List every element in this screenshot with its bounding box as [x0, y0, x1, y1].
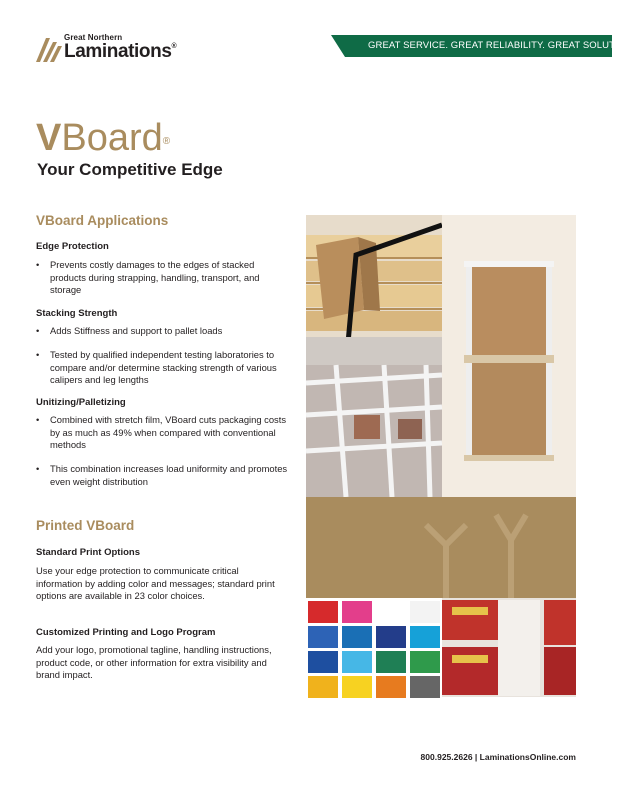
applications-heading: VBoard Applications: [36, 213, 169, 228]
color-swatch: [376, 626, 406, 648]
page-title: [36, 118, 170, 158]
custom-print-text: Add your logo, promotional tagline, handling instructions, product code, or other information for extra visibility and brand impact.: [36, 644, 272, 681]
title-registered: ®: [162, 136, 171, 147]
bullet-dot: •: [36, 463, 40, 474]
bullet-item: • Combined with stretch film, VBoard cuts packaging costs by as much as 49% when compared with conventional methods: [36, 414, 287, 451]
color-swatch: [376, 676, 406, 698]
color-swatch: [410, 651, 440, 673]
gold-panel: [306, 497, 576, 598]
color-swatch: [308, 651, 338, 673]
company-logo: [34, 30, 194, 70]
bullet-dot: •: [36, 349, 40, 360]
stacked-boxes-photo: [442, 215, 576, 497]
title-rest: Board: [61, 117, 163, 159]
bullet-item: • Prevents costly damages to the edges of stacked products during strapping, handling, transport, and storage: [36, 259, 260, 296]
page-subtitle: Your Competitive Edge: [37, 160, 223, 179]
footer-contact: 800.925.2626 | LaminationsOnline.com: [420, 752, 576, 762]
standard-print-heading: Standard Print Options: [36, 547, 140, 558]
color-swatch-photo: [306, 598, 442, 698]
bullet-dot: •: [36, 414, 40, 425]
stacking-strength-heading: Stacking Strength: [36, 308, 118, 319]
color-swatch: [410, 676, 440, 698]
color-swatch: [308, 601, 338, 623]
color-swatch: [376, 601, 406, 623]
unitizing-heading: Unitizing/Palletizing: [36, 397, 126, 408]
bullet-item: • Tested by qualified independent testing laboratories to compare and/or determine stacking strength of various calipers and leg lengths: [36, 349, 277, 386]
bullet-item: • Adds Stiffness and support to pallet loads: [36, 325, 223, 336]
slogan-banner: [331, 35, 641, 57]
laminations-logo-icon: [34, 34, 62, 64]
color-swatch: [308, 626, 338, 648]
color-swatch: [342, 676, 372, 698]
color-swatch: [308, 676, 338, 698]
color-swatch: [410, 626, 440, 648]
color-swatch: [342, 651, 372, 673]
color-swatch: [376, 651, 406, 673]
vboard-grid-photo: [306, 365, 442, 497]
soup-display-photo: [442, 598, 576, 697]
color-swatch: [342, 626, 372, 648]
custom-print-heading: Customized Printing and Logo Program: [36, 627, 216, 638]
title-initial: V: [36, 117, 62, 159]
color-swatch: [342, 601, 372, 623]
logo-wordmark: Laminations®: [64, 41, 177, 62]
standard-print-text: Use your edge protection to communicate critical information by adding color and messages; standard print options are available in 23 color choices.: [36, 565, 275, 602]
banner-slogan: GREAT SERVICE. GREAT RELIABILITY. GREAT SOLUTIONS.: [368, 40, 641, 51]
logo-small-text: Great Northern: [64, 33, 123, 42]
printed-heading: Printed VBoard: [36, 518, 135, 533]
pallet-strapping-photo: [306, 215, 442, 365]
product-photo-collage: [306, 215, 576, 697]
bullet-dot: •: [36, 259, 40, 270]
bullet-item: • This combination increases load uniformity and promotes even weight distribution: [36, 463, 288, 487]
bullet-dot: •: [36, 325, 40, 336]
edge-protection-heading: Edge Protection: [36, 241, 109, 252]
color-swatch: [410, 601, 440, 623]
